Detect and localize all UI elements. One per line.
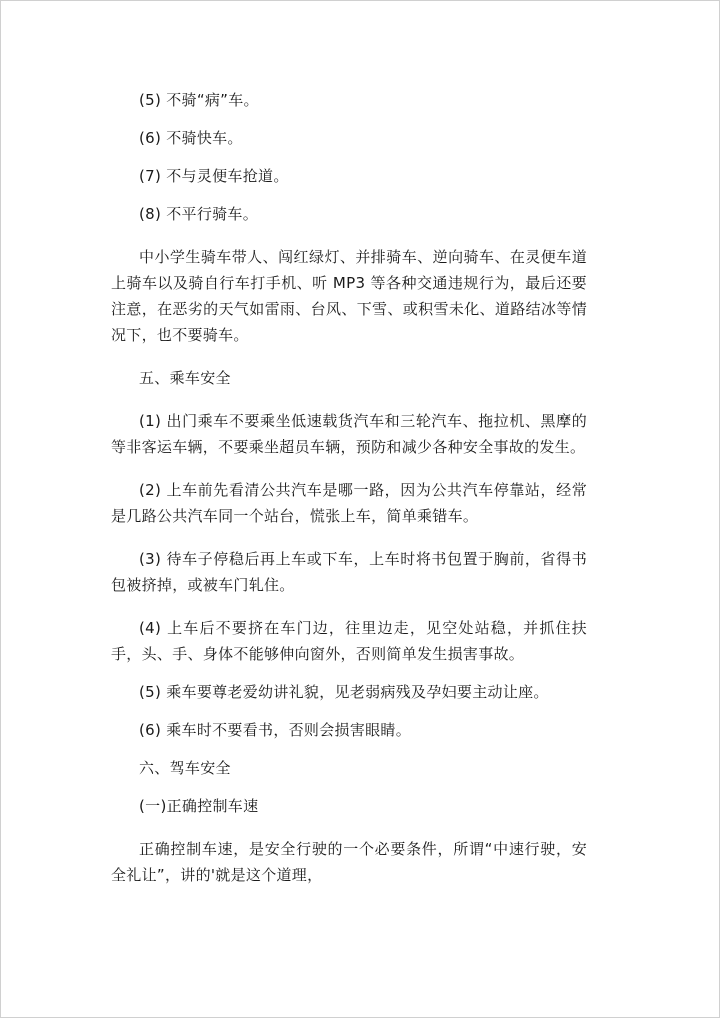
paragraph-cycling-violations: 中小学生骑车带人、闯红绿灯、并排骑车、逆向骑车、在灵便车道上骑车以及骑自行车打手机、听 MP3 等各种交通违规行为，最后还要注意，在恶劣的天气如雷雨、台风、下雪、或积雪未化、道路结冰等情况下，也不要骑车。 xyxy=(111,248,587,344)
list-item-give-up-seat: (5) 乘车要尊老爱幼讲礼貌，见老弱病残及孕妇要主动让座。 xyxy=(139,683,549,701)
list-item-no-side-by-side: (8) 不平行骑车。 xyxy=(139,205,259,223)
section-heading-riding-safety: 五、乘车安全 xyxy=(139,369,231,387)
list-item-no-faulty-bike: (5) 不骑“病”车。 xyxy=(139,91,259,109)
section-heading-driving-safety: 六、驾车安全 xyxy=(139,759,231,777)
list-item-no-fast-riding: (6) 不骑快车。 xyxy=(139,129,243,147)
list-item-avoid-non-passenger-vehicles: (1) 出门乘车不要乘坐低速载货汽车和三轮汽车、拖拉机、黑摩的等非客运车辆，不要乘坐超员车辆，预防和减少各种安全事故的发生。 xyxy=(111,412,587,456)
list-item-check-bus-route: (2) 上车前先看清公共汽车是哪一路，因为公共汽车停靠站，经常是几路公共汽车同一个站台，慌张上车，简单乘错车。 xyxy=(111,481,587,525)
paragraph-speed-control: 正确控制车速，是安全行驶的一个必要条件，所谓“中速行驶，安全礼让”，讲的'就是这个道理， xyxy=(111,840,587,884)
list-item-no-racing-vehicles: (7) 不与灵便车抢道。 xyxy=(139,167,289,185)
list-item-move-inside: (4) 上车后不要挤在车门边，往里边走，见空处站稳，并抓住扶手，头、手、身体不能够伸向窗外，否则简单发生损害事故。 xyxy=(111,619,587,663)
list-item-no-reading: (6) 乘车时不要看书，否则会损害眼睛。 xyxy=(139,721,412,739)
document-body xyxy=(111,87,587,888)
list-item-wait-until-stopped: (3) 待车子停稳后再上车或下车，上车时将书包置于胸前，省得书包被挤掉，或被车门轧住。 xyxy=(111,550,587,594)
subheading-speed-control: (一)正确控制车速 xyxy=(139,797,259,815)
